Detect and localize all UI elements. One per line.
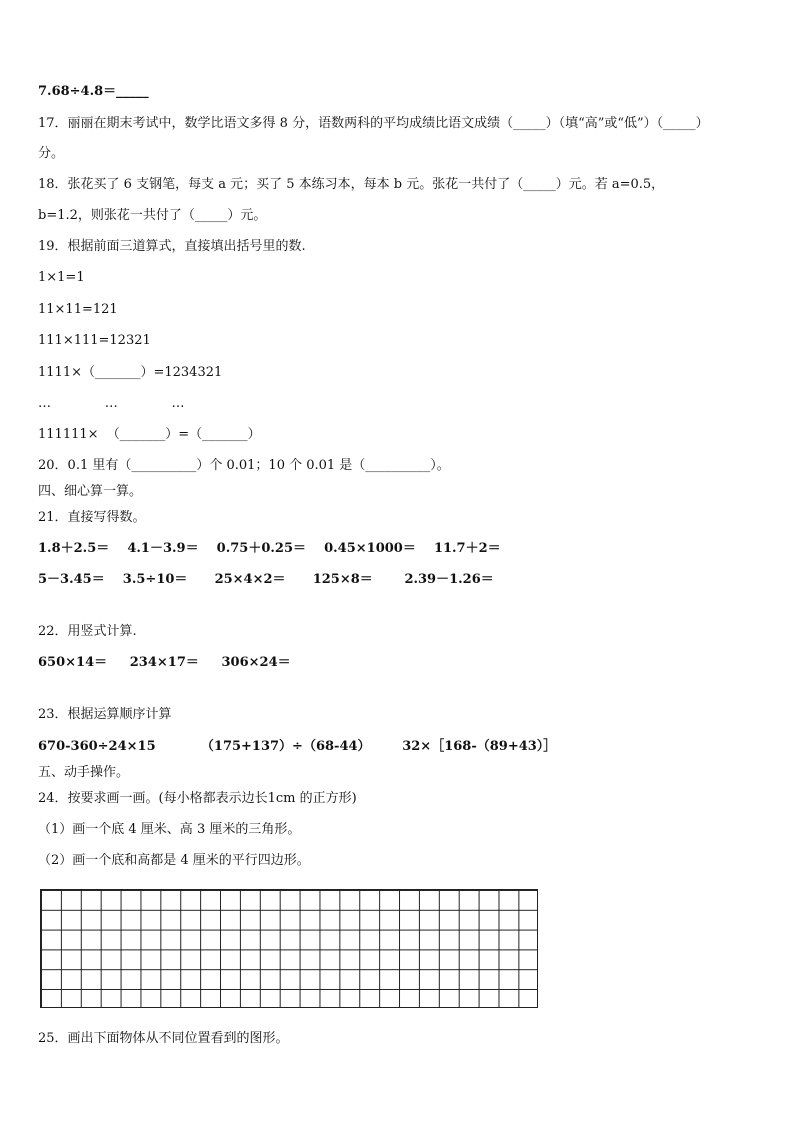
text-line: 25．画出下面物体从不同位置看到的图形。 bbox=[38, 1031, 289, 1046]
text-line: 分。 bbox=[38, 146, 65, 161]
text-line: 18．张花买了 6 支钢笔，每支 a 元；买了 5 本练习本，每本 b 元。张花一共付了（_____）元。若 a=0.5， bbox=[38, 177, 665, 192]
text-line: 7.68÷4.8＝_____ bbox=[38, 84, 149, 99]
section-heading: 四、细心算一算。 bbox=[38, 484, 143, 499]
section-heading: 五、动手操作。 bbox=[38, 765, 130, 780]
text-line: 11×11=121 bbox=[38, 302, 118, 317]
text-line: … … … bbox=[38, 396, 185, 411]
text-line: 5－3.45＝ 3.5÷10＝ 25×4×2＝ 125×8＝ 2.39－1.26＝ bbox=[38, 572, 494, 587]
text-line: 1111×（_______）=1234321 bbox=[38, 365, 223, 380]
text-line: 19．根据前面三道算式，直接填出括号里的数. bbox=[38, 239, 306, 254]
text-line: 22．用竖式计算. bbox=[38, 624, 137, 639]
drawing-grid bbox=[40, 889, 538, 1008]
text-line: 17．丽丽在期末考试中，数学比语文多得 8 分，语数两科的平均成绩比语文成绩（_____）（填“高”或“低”）（_____） bbox=[38, 116, 709, 131]
text-line: 650×14＝ 234×17＝ 306×24＝ bbox=[38, 655, 291, 670]
text-line: 23．根据运算顺序计算 bbox=[38, 707, 172, 722]
text-line: 24．按要求画一画。(每小格都表示边长1cm 的正方形) bbox=[38, 791, 357, 806]
text-line: 20．0.1 里有（__________）个 0.01；10 个 0.01 是（__________）。 bbox=[38, 458, 450, 473]
text-line: 111×111=12321 bbox=[38, 333, 151, 348]
text-line: 1.8＋2.5＝ 4.1－3.9＝ 0.75＋0.25＝ 0.45×1000＝ 11.7＋2＝ bbox=[38, 541, 501, 556]
text-line: （2）画一个底和高都是 4 厘米的平行四边形。 bbox=[38, 853, 310, 868]
text-line: （1）画一个底 4 厘米、高 3 厘米的三角形。 bbox=[38, 822, 301, 837]
text-line: 670-360÷24×15 （175+137）÷（68-44） 32×［168-（89+43）］ bbox=[38, 739, 557, 754]
text-line: 1×1=1 bbox=[38, 270, 85, 285]
text-line: 111111× （_______）=（_______） bbox=[38, 427, 261, 442]
text-line: 21．直接写得数。 bbox=[38, 510, 146, 525]
text-line: b=1.2，则张花一共付了（_____）元。 bbox=[38, 208, 267, 223]
